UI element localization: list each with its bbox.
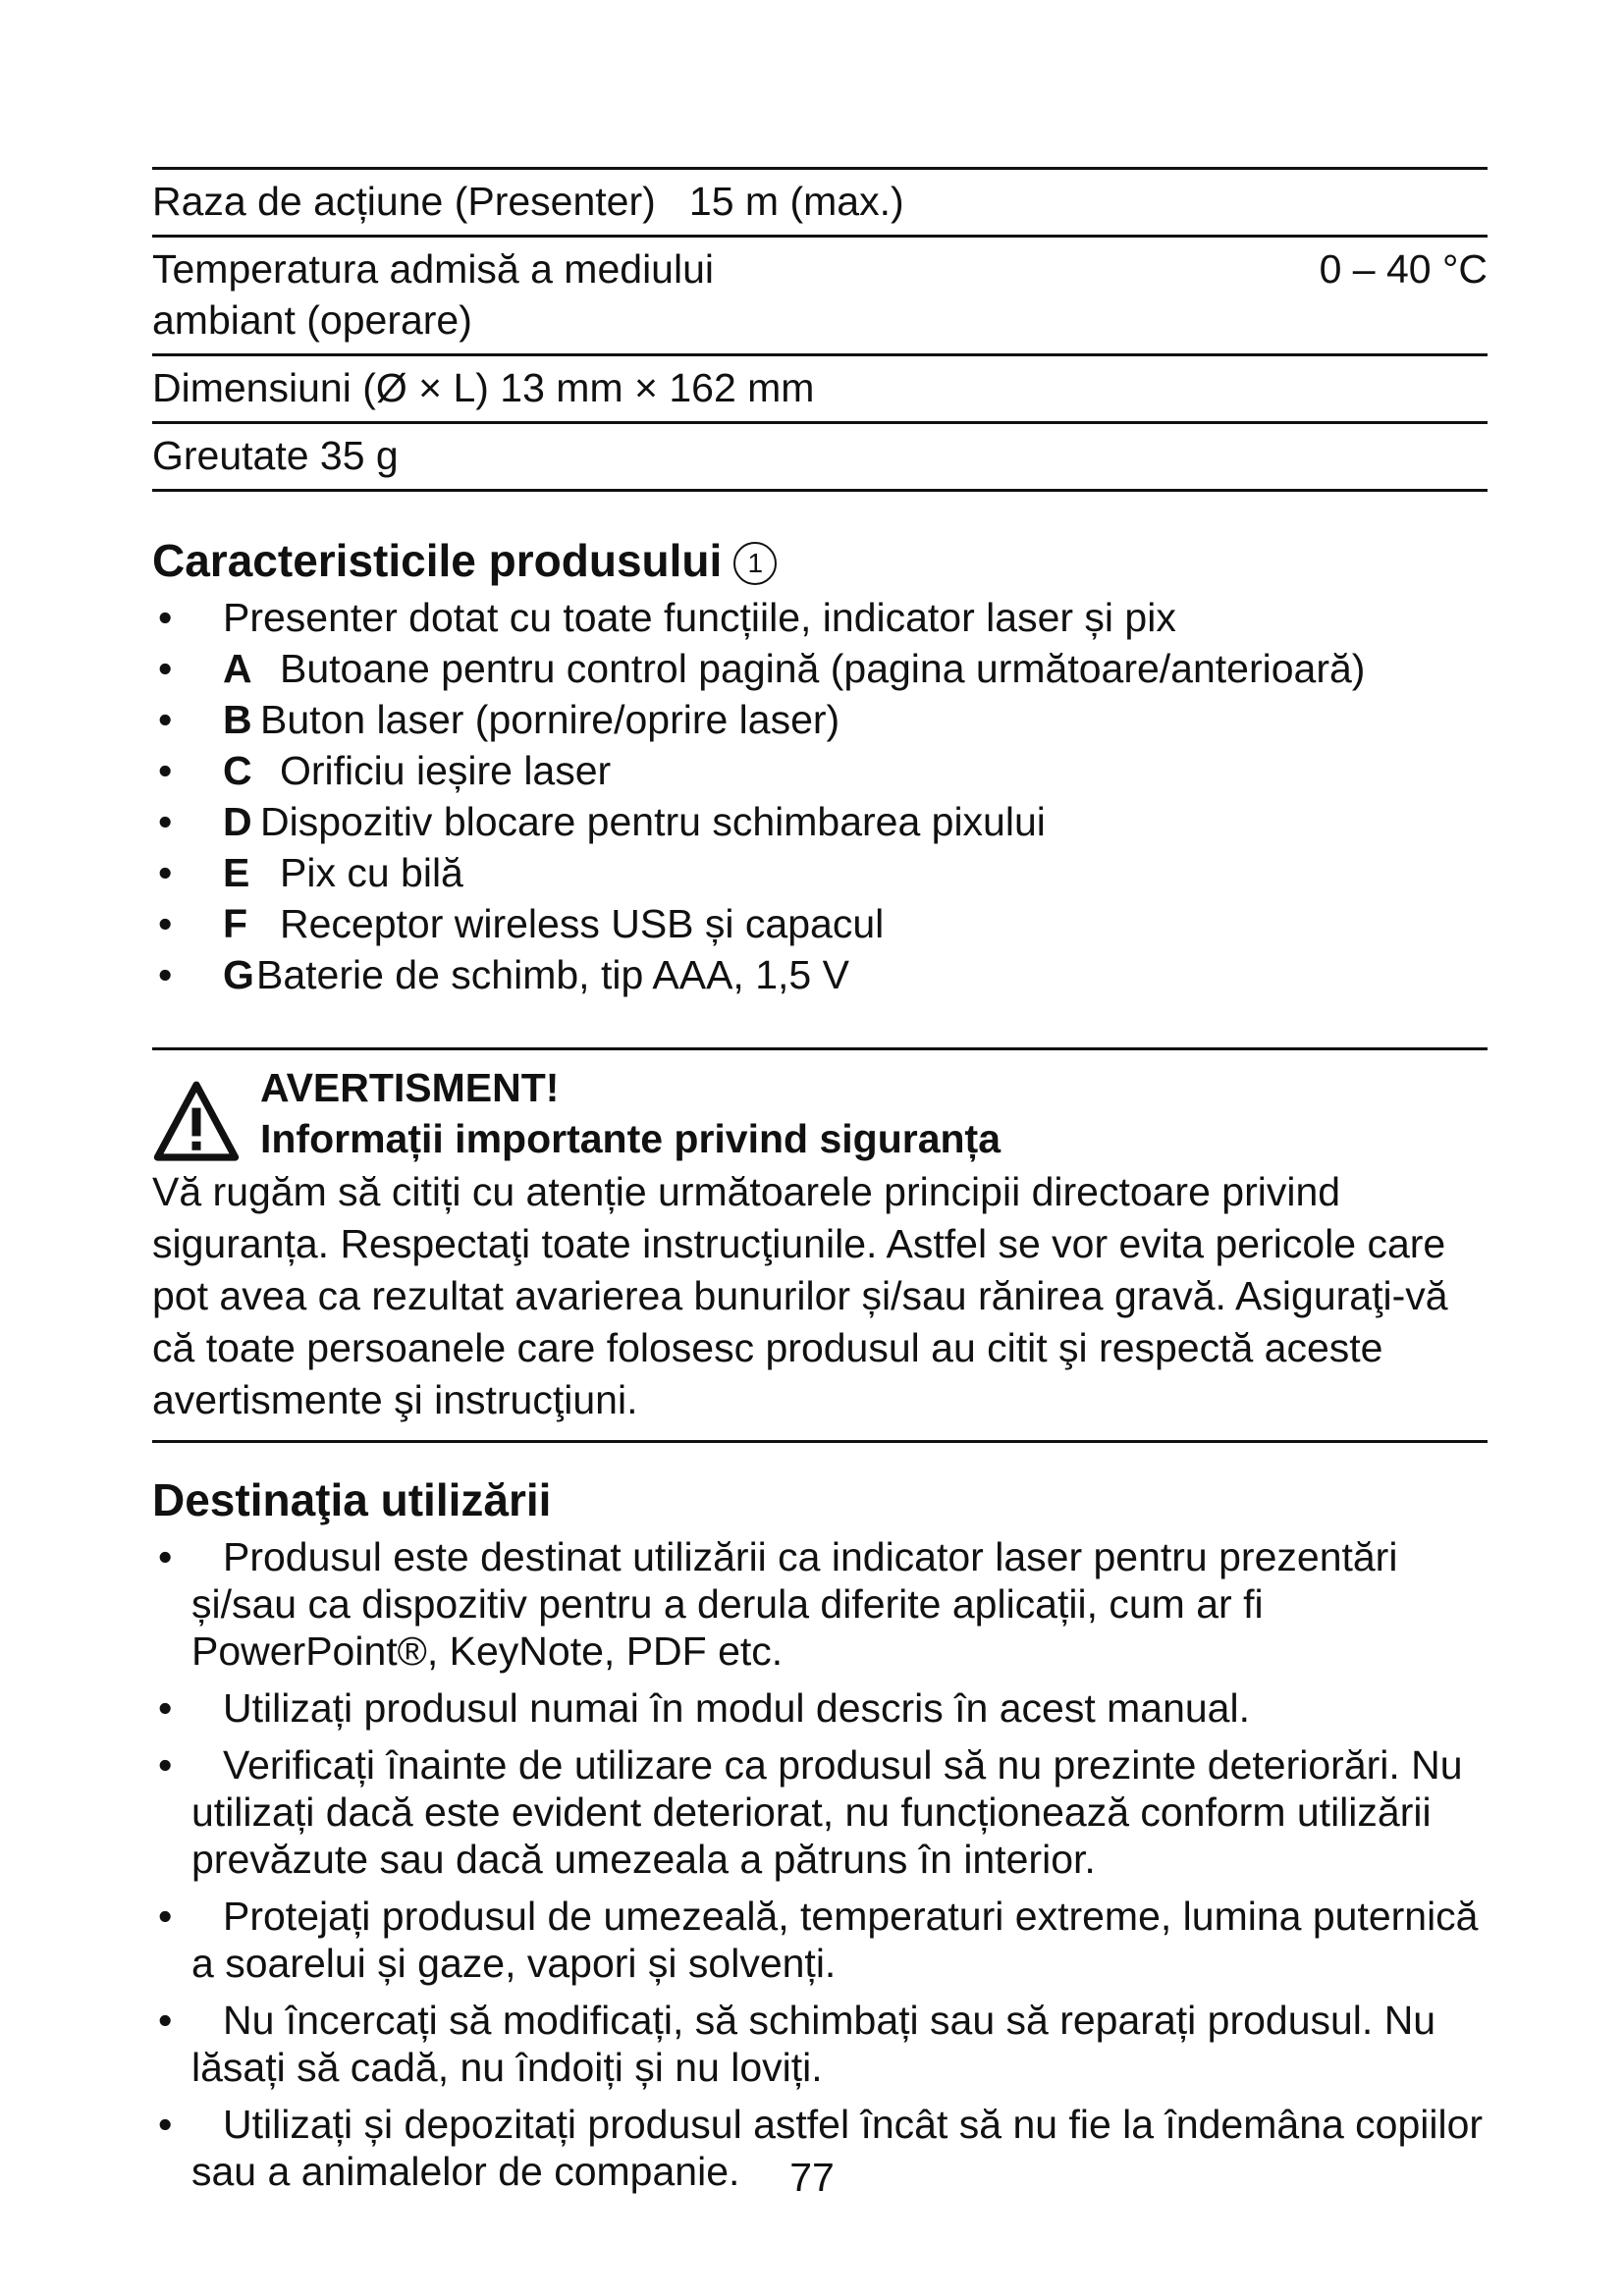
manual-page	[152, 167, 1488, 2205]
warning-triangle-icon	[152, 1078, 241, 1166]
feature-key: C	[223, 748, 252, 793]
bullet-icon: •	[158, 646, 173, 691]
warning-subtitle: Informații importante privind siguranța	[260, 1116, 1001, 1161]
bullet-icon: •	[158, 1742, 173, 1788]
feature-text: Butoane pentru control pagină (pagina următoare/anterioară)	[280, 646, 1366, 691]
list-item	[152, 798, 1488, 845]
feature-text: Receptor wireless USB și capacul	[280, 901, 885, 946]
bullet-icon: •	[158, 2102, 173, 2147]
list-item	[152, 1533, 1488, 1675]
specifications-table	[152, 167, 1488, 492]
intended-use-heading: Destinaţia utilizării	[152, 1474, 552, 1525]
feature-key: F	[223, 901, 248, 946]
bullet-icon: •	[158, 1998, 173, 2043]
list-item	[152, 594, 1488, 641]
feature-text: Presenter dotat cu toate funcțiile, indicator laser și pix	[223, 595, 1176, 640]
features-heading	[152, 531, 1488, 590]
list-item	[152, 645, 1488, 692]
spec-row-temperature	[152, 238, 1488, 356]
list-item	[152, 849, 1488, 896]
spec-label: Greutate 35 g	[152, 433, 399, 478]
features-title: Caracteristicile produsului	[152, 535, 723, 586]
bullet-icon: •	[158, 850, 173, 895]
feature-key: G	[223, 952, 254, 997]
features-list	[152, 594, 1488, 998]
list-item	[152, 1741, 1488, 1883]
intended-use-text: Protejați produsul de umezeală, temperaturi extreme, lumina puternică a soarelui și gaze, vapori și solvenți.	[191, 1894, 1479, 1986]
figure-reference-badge: 1	[733, 542, 777, 585]
intended-use-list	[152, 1533, 1488, 2195]
bullet-icon: •	[158, 1685, 173, 1731]
spec-row-weight	[152, 424, 1488, 492]
spec-label: Temperatura admisă a mediului ambiant (operare)	[152, 246, 714, 343]
list-item	[152, 900, 1488, 947]
feature-key: B	[223, 697, 252, 742]
spec-label: Raza de acțiune (Presenter) 15 m (max.)	[152, 179, 904, 224]
bullet-icon: •	[158, 1534, 173, 1579]
list-item	[152, 951, 1488, 998]
bullet-icon: •	[158, 1894, 173, 1939]
list-item	[152, 1893, 1488, 1987]
feature-text: Pix cu bilă	[280, 850, 463, 895]
warning-header	[152, 1062, 1488, 1166]
warning-title: AVERTISMENT!	[260, 1065, 560, 1110]
feature-text: Dispozitiv blocare pentru schimbarea pixului	[260, 799, 1046, 844]
spec-row-dimensions	[152, 356, 1488, 424]
bullet-icon: •	[158, 697, 173, 742]
bullet-icon: •	[158, 952, 173, 997]
bullet-icon: •	[158, 799, 173, 844]
feature-text: Baterie de schimb, tip AAA, 1,5 V	[256, 952, 849, 997]
intended-use-text: Utilizați produsul numai în modul descris în acest manual.	[223, 1685, 1250, 1731]
list-item	[152, 1997, 1488, 2091]
list-item	[152, 1684, 1488, 1732]
warning-body: Vă rugăm să citiți cu atenție următoarele principii directoare privind siguranța. Respectaţi toate instrucţiunile. Astfel se vor evita pericole care pot avea ca rezultat avarierea bunurilor și/sau rănirea gravă. Asiguraţi-vă că toate persoanele care folosesc produsul au citit şi respectă aceste avertismente şi instrucţiuni.	[152, 1169, 1448, 1422]
intended-use-text: Utilizați și depozitați produsul astfel încât să nu fie la îndemâna copiilor sau a animalelor de companie.	[191, 2102, 1484, 2194]
bullet-icon: •	[158, 748, 173, 793]
page-number: 77	[789, 2155, 835, 2200]
bullet-icon: •	[158, 595, 173, 640]
warning-box	[152, 1047, 1488, 1443]
list-item	[152, 747, 1488, 794]
spec-row-range	[152, 170, 1488, 238]
intended-use-text: Verificați înainte de utilizare ca produsul să nu prezinte deteriorări. Nu utilizați dacă este evident deteriorat, nu funcționează conform utilizării prevăzute sau dacă umezeala a pătruns în interior.	[191, 1742, 1463, 1882]
feature-key: D	[223, 799, 252, 844]
list-item	[152, 696, 1488, 743]
intended-use-text: Produsul este destinat utilizării ca indicator laser pentru prezentări și/sau ca dispozitiv pentru a derula diferite aplicații, cum ar fi PowerPoint®, KeyNote, PDF etc.	[191, 1534, 1398, 1674]
feature-text: Buton laser (pornire/oprire laser)	[260, 697, 840, 742]
feature-key: E	[223, 850, 250, 895]
bullet-icon: •	[158, 901, 173, 946]
spec-label: Dimensiuni (Ø × L) 13 mm × 162 mm	[152, 365, 815, 410]
intended-use-text: Nu încercați să modificați, să schimbați sau să reparați produsul. Nu lăsați să cadă, nu îndoiți și nu loviți.	[191, 1998, 1436, 2090]
feature-key: A	[223, 646, 252, 691]
spec-value: 0 – 40 °C	[1319, 246, 1488, 292]
warning-titles	[260, 1062, 1001, 1164]
feature-text: Orificiu ieșire laser	[280, 748, 612, 793]
